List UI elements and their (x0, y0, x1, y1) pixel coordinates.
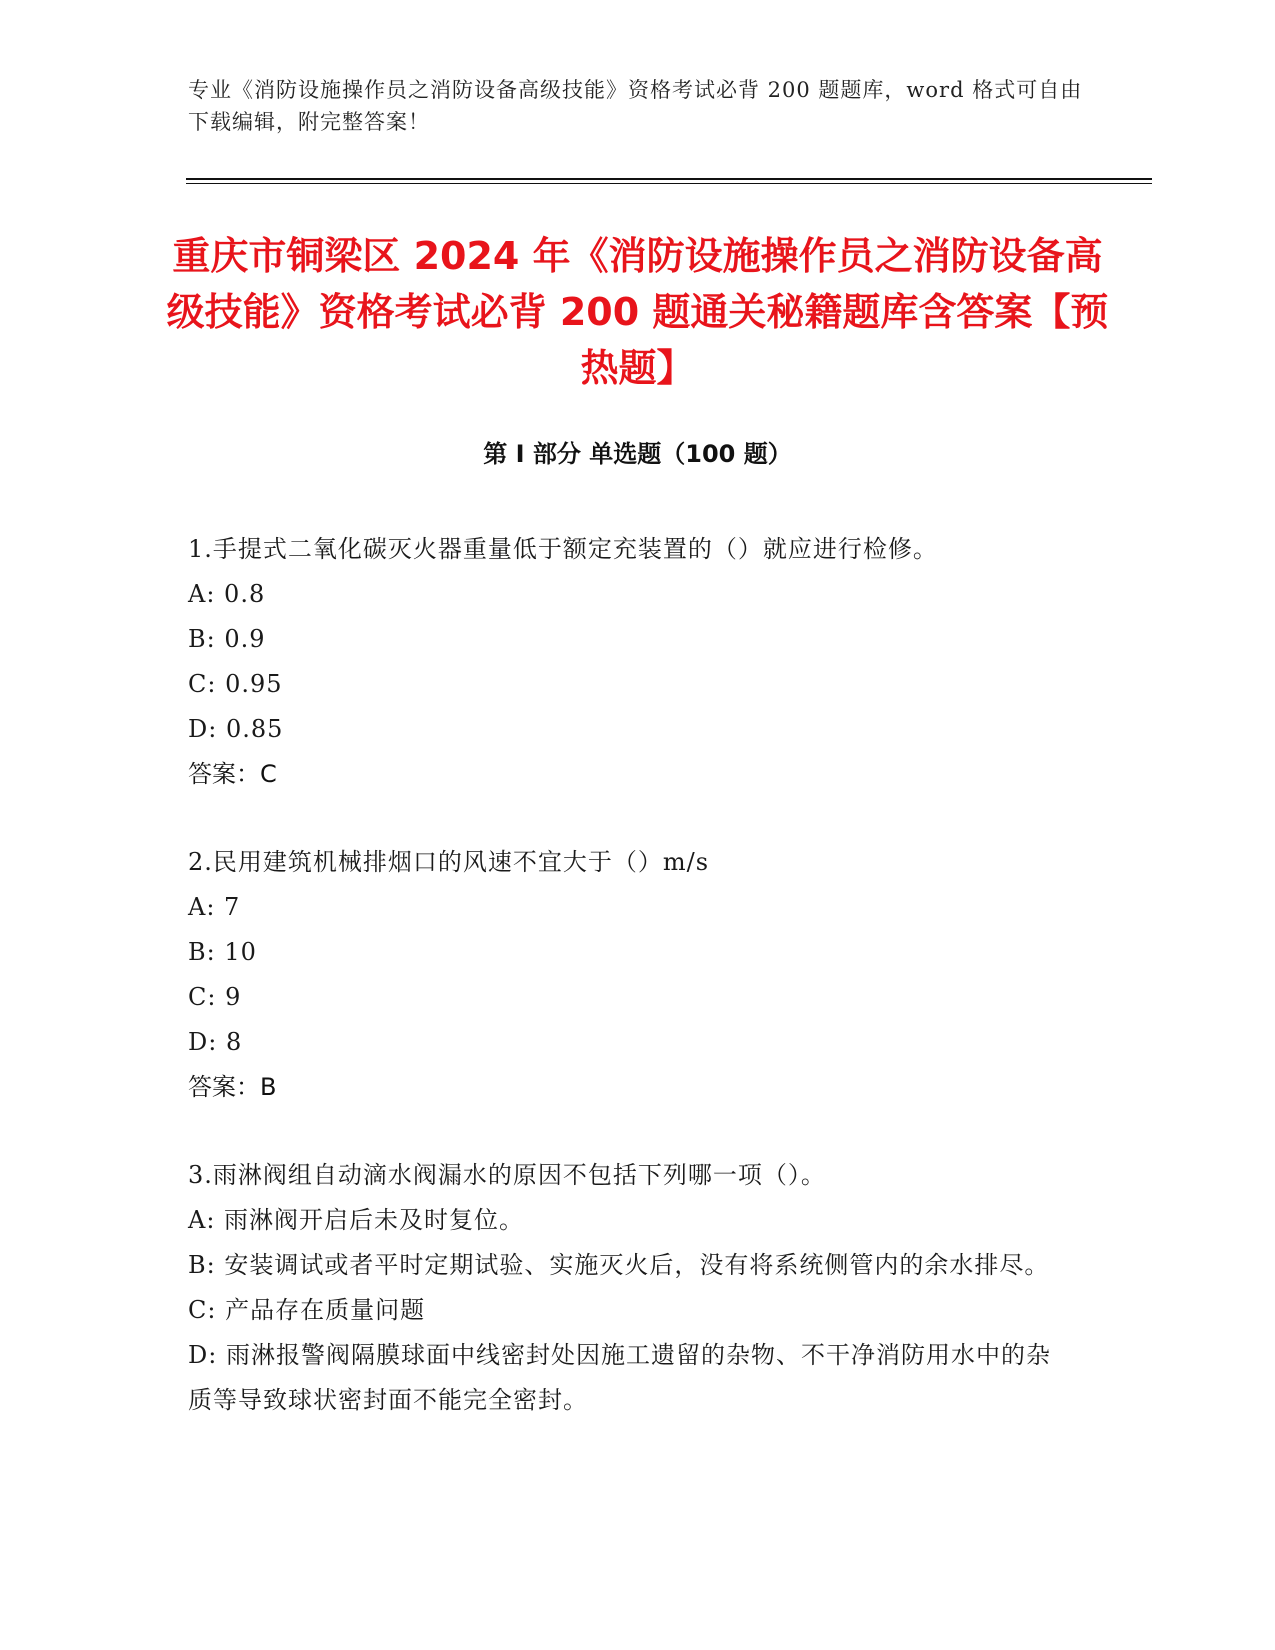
answer: 答案：B (188, 1073, 277, 1101)
question-3 (188, 1153, 1068, 1423)
question-stem: 3.雨淋阀组自动滴水阀漏水的原因不包括下列哪一项（）。 (188, 1161, 826, 1189)
option-a: A: 7 (188, 893, 241, 921)
option-c: C: 9 (188, 983, 242, 1011)
question-list (188, 527, 1068, 1466)
question-stem: 1.手提式二氧化碳灭火器重量低于额定充装置的（）就应进行检修。 (188, 535, 938, 563)
option-a: A: 雨淋阀开启后未及时复位。 (188, 1206, 525, 1234)
option-a: A: 0.8 (188, 580, 266, 608)
option-c: C: 产品存在质量问题 (188, 1296, 426, 1324)
question-2 (188, 840, 1068, 1110)
question-1 (188, 527, 1068, 797)
option-d: D: 0.85 (188, 715, 284, 743)
document-title: 重庆市铜梁区 2024 年《消防设施操作员之消防设备高级技能》资格考试必背 200 题通关秘籍题库含答案【预热题】 (166, 234, 1109, 390)
header-divider-thin (186, 183, 1152, 184)
option-b: B: 0.9 (188, 625, 266, 653)
option-c: C: 0.95 (188, 670, 283, 698)
option-b: B: 安装调试或者平时定期试验、实施灭火后，没有将系统侧管内的余水排尽。 (188, 1251, 1050, 1279)
header-divider-thick (186, 178, 1152, 180)
question-stem: 2.民用建筑机械排烟口的风速不宜大于（）m/s (188, 848, 710, 876)
option-d: D: 8 (188, 1028, 243, 1056)
section-heading: 第 I 部分 单选题（100 题） (483, 440, 792, 468)
header-note: 专业《消防设施操作员之消防设备高级技能》资格考试必背 200 题题库，word 格式可自由下载编辑，附完整答案！ (188, 78, 1083, 134)
option-d: D: 雨淋报警阀隔膜球面中线密封处因施工遗留的杂物、不干净消防用水中的杂质等导致球状密封面不能完全密封。 (188, 1341, 1051, 1414)
answer: 答案：C (188, 760, 277, 788)
option-b: B: 10 (188, 938, 257, 966)
